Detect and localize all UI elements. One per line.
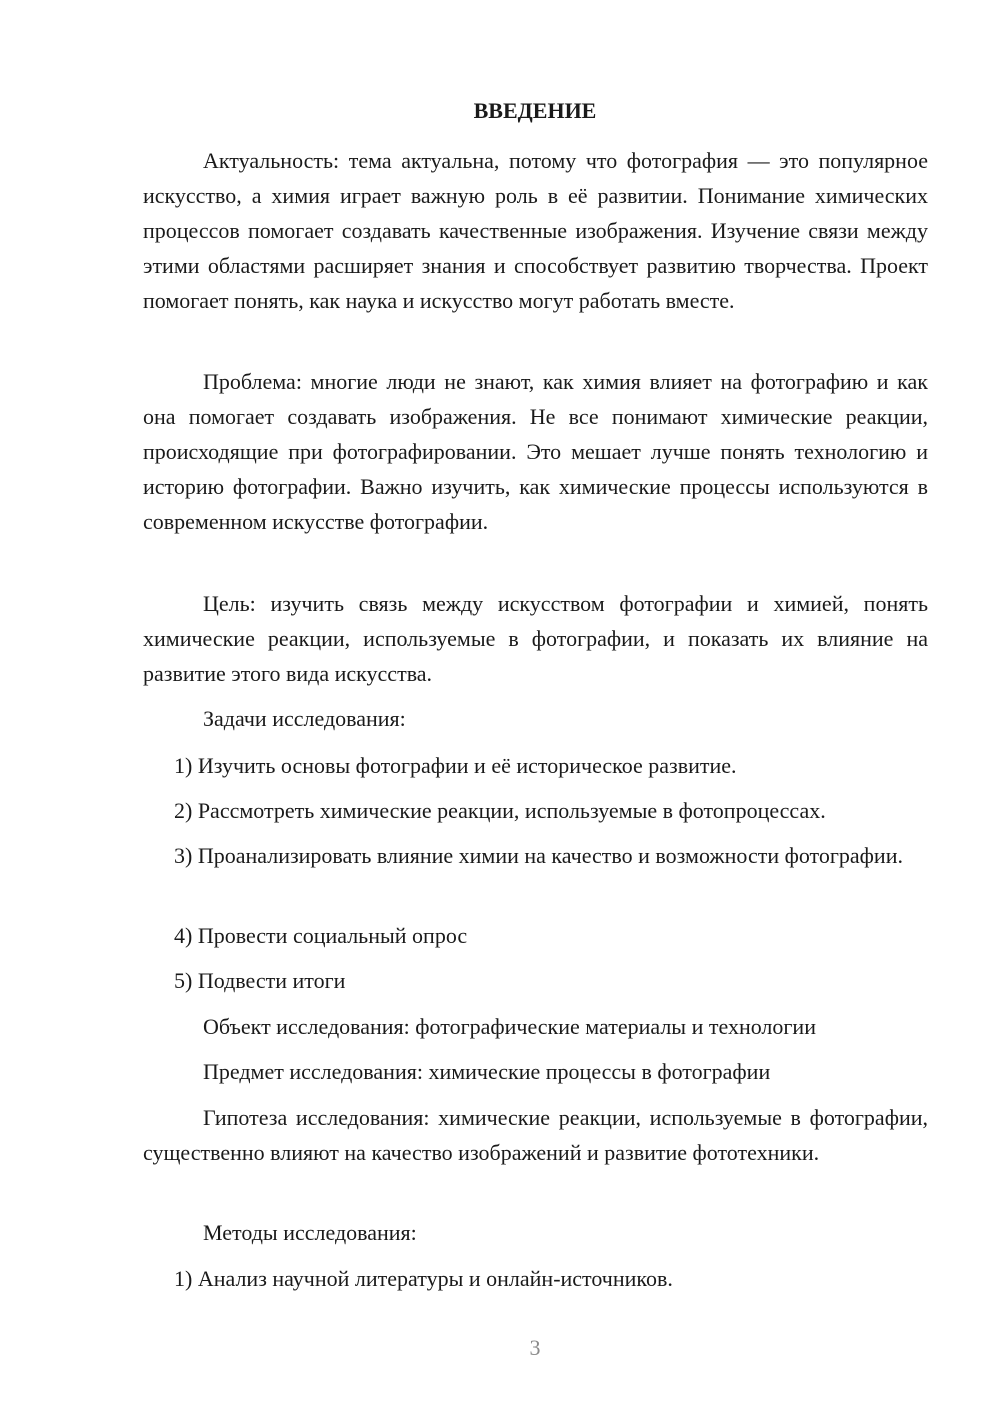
task-item-3: 3) Проанализировать влияние химии на качество и возможности фотографии. (174, 843, 903, 868)
object-paragraph: Объект исследования: фотографические материалы и технологии (203, 1014, 816, 1039)
task-item-2: 2) Рассмотреть химические реакции, используемые в фотопроцессах. (174, 798, 826, 823)
goal-paragraph: Цель: изучить связь между искусством фотографии и химией, понять химические реакции, используемые в фотографии, и показать их влияние на развитие этого вида искусства. (143, 591, 928, 686)
subject-paragraph: Предмет исследования: химические процессы в фотографии (203, 1059, 771, 1084)
method-item-1: 1) Анализ научной литературы и онлайн-источников. (174, 1266, 673, 1291)
task-item-4: 4) Провести социальный опрос (174, 923, 468, 948)
page-number: 3 (529, 1335, 541, 1360)
methods-heading: Методы исследования: (203, 1220, 417, 1245)
task-item-5: 5) Подвести итоги (174, 968, 346, 993)
tasks-heading: Задачи исследования: (203, 706, 406, 731)
page-title: ВВЕДЕНИЕ (473, 98, 597, 123)
problem-paragraph: Проблема: многие люди не знают, как химия влияет на фотографию и как она помогает создавать изображения. Не все понимают химические реакции, происходящие при фотографировании. Это мешает лучше понять технологию и историю фотографии. Важно изучить, как химические процессы используются в современном искусстве фотографии. (143, 369, 928, 534)
relevance-paragraph: Актуальность: тема актуальна, потому что фотография — это популярное искусство, а химия играет важную роль в её развитии. Понимание химических процессов помогает создавать качественные изображения. Изучение связи между этими областями расширяет знания и способствует развитию творчества. Проект помогает понять, как наука и искусство могут работать вместе. (143, 148, 928, 313)
task-item-1: 1) Изучить основы фотографии и её историческое развитие. (174, 753, 737, 778)
hypothesis-paragraph: Гипотеза исследования: химические реакции, используемые в фотографии, существенно влияют на качество изображений и развитие фототехники. (143, 1105, 928, 1165)
